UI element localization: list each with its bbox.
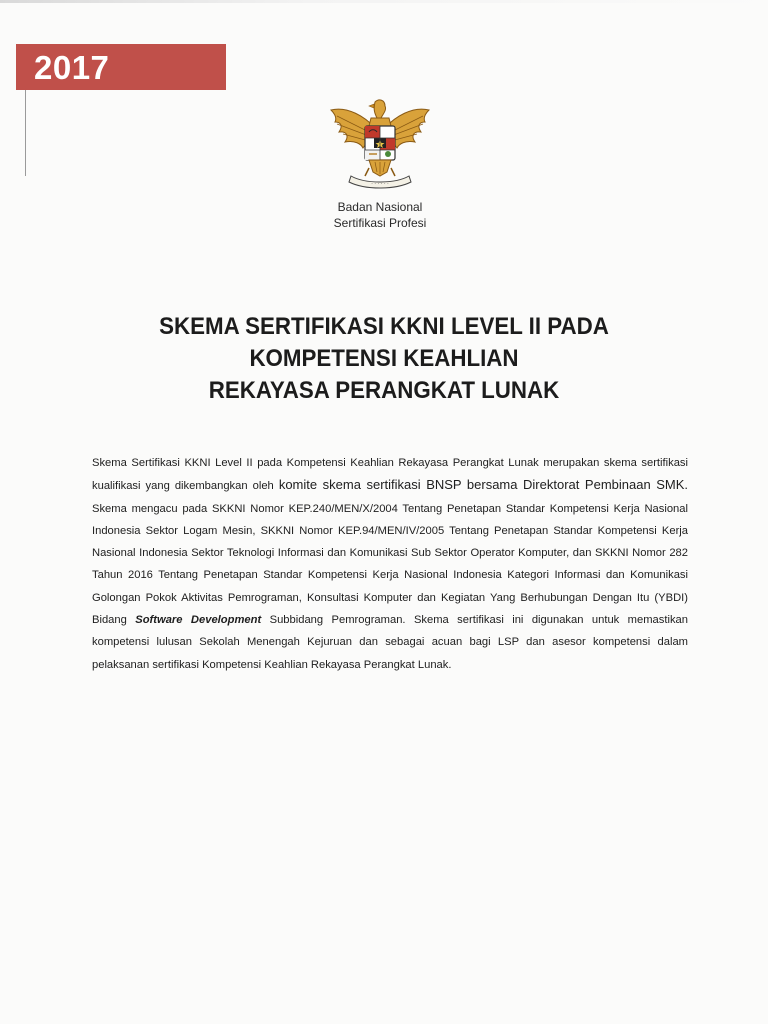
year-badge: 2017 xyxy=(16,44,226,90)
body-seg4: Software Development xyxy=(135,614,262,627)
svg-text:· · · · · ·: · · · · · · xyxy=(371,181,389,187)
body-seg2: komite skema sertifikasi BNSP bersama Direktorat Pembinaan SMK. xyxy=(278,477,689,493)
body-seg1: Skema Sertifikasi KKNI Level II pada Kompetensi Keahlian Rekayasa Perangkat Lunak merupakan skema sertifikasi kualifikasi yang dikembangkan oleh xyxy=(92,457,688,493)
title-line1: SKEMA SERTIFIKASI KKNI LEVEL II PADA xyxy=(159,313,609,340)
body-seg5: Subbidang Pemrograman. Skema sertifikasi ini digunakan untuk memastikan kompetensi lulusan Sekolah Menengah Kejuruan dan sebagai acuan bagi LSP dan asesor kompetensi dalam pelaksanan sertifikasi Kompetensi Keahlian Rekayasa Perangkat Lunak. xyxy=(92,614,688,671)
organization-name xyxy=(280,199,480,231)
garuda-emblem-icon xyxy=(325,96,435,192)
title-line2: KOMPETENSI KEAHLIAN xyxy=(249,345,519,372)
document-title xyxy=(105,311,663,407)
org-name-line1: Badan Nasional xyxy=(337,200,423,214)
body-seg3: Skema mengacu pada SKKNI Nomor KEP.240/MEN/X/2004 Tentang Penetapan Standar Kompetensi Kerja Nasional Indonesia Sektor Logam Mesin, SKKNI Nomor KEP.94/MEN/IV/2005 Tentang Penetapan Standar Kompetensi Kerja Nasional Indonesia Sektor Teknologi Informasi dan Komunikasi Sub Sektor Operator Komputer, dan SKKNI Nomor 282 Tahun 2016 Tentang Penetapan Standar Kompetensi Kerja Nasional Indonesia Kategori Informasi dan Komunikasi Golongan Pokok Aktivitas Pemrograman, Konsultasi Komputer dan Kegiatan Yang Berhubungan Dengan Itu (YBDI) Bidang xyxy=(92,502,688,627)
org-name-line2: Sertifikasi Profesi xyxy=(333,216,427,230)
page-top-edge xyxy=(0,0,768,3)
body-paragraph xyxy=(92,452,688,676)
year-badge-rule xyxy=(25,90,26,176)
title-line3: REKAYASA PERANGKAT LUNAK xyxy=(208,377,560,404)
